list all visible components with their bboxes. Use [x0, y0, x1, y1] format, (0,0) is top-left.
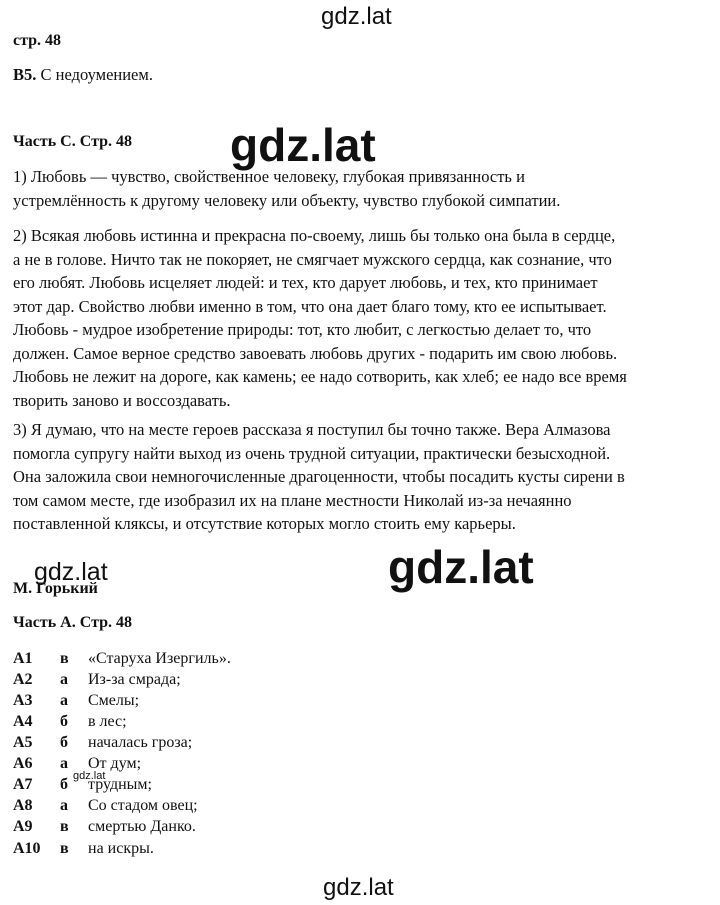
watermark-tiny: gdz.lat	[73, 770, 106, 782]
answer-text: Из-за смрада;	[88, 671, 181, 688]
answer-number: А6	[13, 755, 33, 772]
answer-text: в лес;	[88, 713, 127, 730]
part-a-heading: Часть А. Стр. 48	[13, 614, 133, 631]
text-line: 3) Я думаю, что на месте героев рассказа я поступил бы точно также. Вера Алмазова	[13, 420, 611, 439]
text-line: Любовь не лежит на дороге, как камень; ее надо сотворить, как хлеб; ее надо все время	[13, 367, 627, 386]
answer-letter: в	[60, 840, 69, 857]
text-line: этот дар. Свойство любви именно в том, что она дает благо тому, кто ее испытывает.	[13, 296, 607, 316]
answer-number: А1	[13, 650, 33, 667]
text-line: должен. Самое верное средство завоевать любовь других - подарить им свою любовь.	[13, 343, 618, 363]
text-line: его любят. Любовь исцеляет людей: и тех, кто дарует любовь, и тех, кто принимает	[13, 273, 598, 292]
answer-letter: а	[60, 755, 68, 772]
text-line: поставленной кляксы, и отсутствие которых могло стоить ему карьеры.	[13, 514, 516, 533]
answer-letter: б	[60, 713, 68, 730]
answer-number: А3	[13, 692, 33, 709]
answer-text: трудным;	[88, 776, 152, 793]
part-c-paragraph-2	[13, 224, 713, 412]
text-line: устремлённость к другому человеку или объекту, чувство глубокой симпатии.	[13, 190, 561, 210]
watermark-large: gdz.lat	[230, 119, 376, 171]
part-c-paragraph-3	[13, 418, 713, 536]
answer-number: А9	[13, 818, 33, 835]
answer-letter: а	[60, 671, 68, 688]
answer-text: началась гроза;	[88, 734, 193, 751]
text-line: творить заново и воссоздавать.	[13, 390, 231, 410]
page-label: стр. 48	[13, 32, 62, 49]
text-line: 1) Любовь — чувство, свойственное человеку, глубокая привязанность и	[13, 167, 525, 186]
answer-number: А8	[13, 797, 33, 814]
answer-number: А10	[13, 840, 41, 857]
text-line: 2) Всякая любовь истинна и прекрасна по-своему, лишь бы только она была в сердце,	[13, 226, 616, 245]
answer-letter: в	[60, 818, 69, 835]
watermark-large-2: gdz.lat	[388, 541, 534, 593]
watermark-top: gdz.lat	[321, 3, 392, 30]
text-line: Она заложила свои немногочисленные драгоценности, чтобы посадить кусты сирени в	[13, 467, 625, 486]
answer-number: А2	[13, 671, 33, 688]
text-line: а не в голове. Ничто так не покоряет, не смягчает мужского сердца, как сознание, что	[13, 249, 612, 269]
answer-number: А5	[13, 734, 33, 751]
text-line: том самом месте, где изобразил их на плане местности Николай из-за нечаянно	[13, 490, 572, 510]
b5-text: С недоумением.	[40, 65, 153, 84]
answer-text: смертью Данко.	[88, 818, 196, 835]
answer-letter: б	[60, 734, 68, 751]
text-line: помогла супругу найти выход из очень трудной ситуации, практически безысходной.	[13, 443, 611, 463]
answer-letter: а	[60, 797, 68, 814]
b5-label: В5.	[13, 65, 37, 84]
author-heading: М. Горький	[13, 580, 98, 597]
answer-letter: а	[60, 692, 68, 709]
answer-text: на искры.	[88, 840, 154, 857]
text-line: Любовь - мудрое изобретение природы: тот, кто любит, с легкостью делает то, что	[13, 320, 592, 339]
answer-text: «Старуха Изергиль».	[88, 650, 231, 667]
answer-number: А4	[13, 713, 33, 730]
b5-answer	[13, 63, 153, 87]
answer-number: А7	[13, 776, 33, 793]
answer-text: Смелы;	[88, 692, 140, 709]
answer-text: От дум;	[88, 755, 142, 772]
watermark-small-left: gdz.lat	[34, 558, 108, 586]
answer-letter: в	[60, 650, 69, 667]
answer-letter: б	[60, 776, 68, 793]
part-c-paragraph-1	[13, 165, 713, 212]
answer-text: Со стадом овец;	[88, 797, 198, 814]
watermark-bottom: gdz.lat	[323, 874, 394, 901]
part-c-heading: Часть С. Стр. 48	[13, 133, 133, 150]
